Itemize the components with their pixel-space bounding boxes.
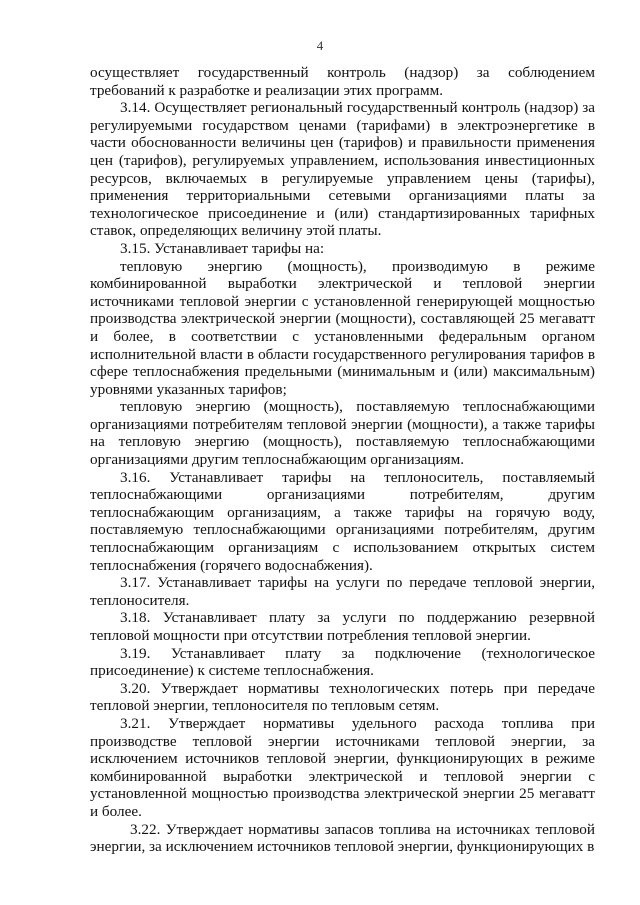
paragraph-3-15-item-1: тепловую энергию (мощность), производимую в режиме комбинированной выработки электрической и тепловой энергии источниками тепловой энергии с установленной генерирующей мощностью производства электрической энергии (мощности), составляющей 25 мегаватт и более, в соответствии с установленными федеральным органом исполнительной власти в области государственного регулирования тарифов в сфере теплоснабжения предельными (минимальным и (или) максимальным) уровнями указанных тарифов; [90,257,595,398]
paragraph-3-15-item-2: тепловую энергию (мощность), поставляемую теплоснабжающими организациями потребителям тепловой энергии (мощности), а также тарифы на тепловую энергию (мощность), поставляемую теплоснабжающими организациями другим теплоснабжающим организациям. [90,398,595,469]
paragraph-3-18: 3.18. Устанавливает плату за услуги по поддержанию резервной тепловой мощности при отсутствии потребления тепловой энергии. [90,609,595,644]
page-number: 4 [316,38,324,53]
paragraph-continuation: осуществляет государственный контроль (надзор) за соблюдением требований к разработке и реализации этих программ. [90,64,595,99]
paragraph-3-15: 3.15. Устанавливает тарифы на: [120,239,325,257]
paragraph-3-20: 3.20. Утверждает нормативы технологических потерь при передаче тепловой энергии, теплоносителя по тепловым сетям. [90,679,595,715]
document-body [90,64,595,856]
paragraph-3-19: 3.19. Устанавливает плату за подключение (технологическое присоединение) к системе теплоснабжения. [90,644,595,680]
paragraph-3-14: 3.14. Осуществляет региональный государственный контроль (надзор) за регулируемыми государством ценами (тарифами) в электроэнергетике в части обоснованности величины цен (тарифов) и правильности применения цен (тарифов), регулируемых управлением, использования инвестиционных ресурсов, включаемых в регулируемые управлением цены (тарифы), применения территориальными сетевыми организациями платы за технологическое присоединение и (или) стандартизированных тарифных ставок, определяющих величину этой платы. [90,99,595,240]
paragraph-3-17: 3.17. Устанавливает тарифы на услуги по передаче тепловой энергии, теплоносителя. [90,574,595,609]
paragraph-3-16: 3.16. Устанавливает тарифы на теплоноситель, поставляемый теплоснабжающими организациями потребителям, другим теплоснабжающим организациям, а также тарифы на горячую воду, поставляемую теплоснабжающими организациями потребителям, другим теплоснабжающим организациям с использованием открытых систем теплоснабжения (горячего водоснабжения). [90,468,595,574]
paragraph-3-21: 3.21. Утверждает нормативы удельного расхода топлива при производстве тепловой энергии источниками тепловой энергии, за исключением источников тепловой энергии, функционирующих в режиме комбинированной выработки электрической и тепловой энергии с установленной мощностью производства электрической энергии 25 мегаватт и более. [90,714,595,820]
paragraph-3-22: 3.22. Утверждает нормативы запасов топлива на источниках тепловой энергии, за исключением источников тепловой энергии, функционирующих в [90,820,595,856]
